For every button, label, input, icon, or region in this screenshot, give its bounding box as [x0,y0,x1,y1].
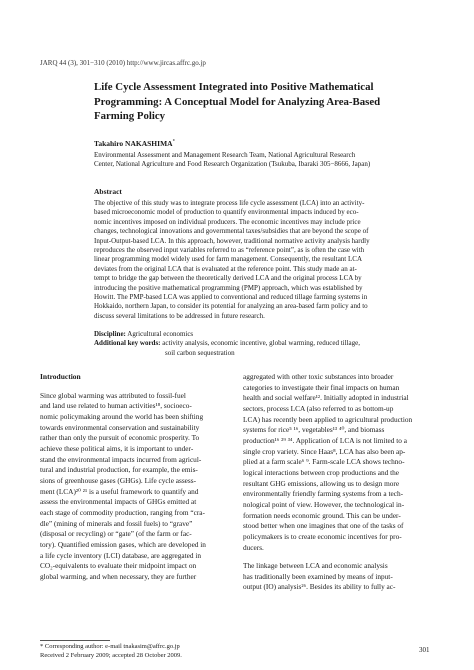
intro-paragraph-2: The linkage between LCA and economic analysis has traditionally been examined by means of input- output (IO) analysis²⁶. Besides its ability to fully ac- [243,561,396,592]
additional-keywords-value: activity analysis, economic incentive, global warming, reduced tillage, [162,339,360,347]
body-left-column [40,372,225,582]
author-affiliation: Environmental Assessment and Management Research Team, National Agricultural Research Center, National Agriculture and Food Research Organization (Tsukuba, Ibaraki 305−8666, Japan) [94,151,371,169]
author-name-text: Takahiro NAKASHIMA [94,139,173,148]
additional-keywords-line [94,339,360,348]
intro-paragraph-1: Since global warming was attributed to fossil-fuel and land use related to human activities¹⁸, socioeco- nomic policymaking around the world has been shifting towards environmental conservation and sustainability rather than only the pursuit of economic prosperity. To achieve these political aims, it is important to under- stand the environmental impacts incurred from agricul- tural and industrial production, for example, the emis- sions of greenhouse gases (GHGs). Life cycle assess- ment (LCA)²⁰ ²¹ is a useful framework to quantify and assess the environmental impacts of GHGs emitted at each stage of commodity production, ranging from “cra- dle” (mining of minerals and fossil fuels) to “grave” (disposal or recycling) or “gate” (of the farm or fac- tory). Quantified emission gases, which are developed in a life cycle inventory (LCI) database, are aggregated in CO₂-equivalents to evaluate their midpoint impact on global warming, and when necessary, they are further [40,390,206,581]
additional-keywords-label: Additional key words: [94,339,161,347]
introduction-heading: Introduction [40,372,81,381]
abstract-heading: Abstract [94,187,122,196]
corresponding-author-mark: * [172,139,176,145]
discipline-label: Discipline: [94,330,126,338]
additional-keywords-continuation: soil carbon sequestration [165,349,235,357]
page-number: 301 [419,646,430,654]
discipline-line [94,330,193,339]
abstract-text: The objective of this study was to integrate process life cycle assessment (LCA) into an activity- based microeconomic model of production to quantify environmental impacts induced by eco- nomic incentives imposed on individual producers. The economic incentives may include price changes, technological innovations and governmental taxes/subsidies that are beyond the scope of Input-Output-based LCA. In this approach, however, traditional normative activity analysis hardly reproduces the observed input variables referred to as “reference point”, as is often the case with linear programming model widely used for farm management. Consequently, the resultant LCA deviates from the original LCA that is evaluated at the reference point. This study made an at- tempt to bridge the gap between the theoretically derived LCA and the original process LCA by introducing the positive mathematical programming (PMP) approach, which was established by Howitt. The PMP-based LCA was applied to conventional and reduced tillage farming systems in Hokkaido, northern Japan, to consider its potential for analyzing an area-based farm policy and to discuss several limitations to be addressed in future research. [94,199,370,320]
footnote-divider [40,640,110,641]
body-right-column [243,372,428,593]
intro-paragraph-1-cont: aggregated with other toxic substances into broader categories to investigate their final impacts on human health and social welfare¹². Initially adopted in industrial sectors, process LCA (also referred to as bottom-up LCA) has recently been applied to agricultural production systems for rice⁵ ¹⁶, vegetables¹³ ⁴⁰, and biomass production¹⁶ ²⁹ ³⁴. Application of LCA is not limited to a single crop variety. Since Haas⁸, LCA has also been ap- plied at a farm scale⁶ ⁹. Farm-scale LCA shows techno- logical interactions between crop productions and the resultant GHG emissions, allowing us to design more environmentally friendly farming systems from a tech- nological point of view. However, the technological in- formation needs economic ground. This can be under- stood better when one imagines that one of the tasks of policymakers is to create economic incentives for pro- ducers. [243,372,413,552]
author-name [94,139,175,148]
paper-title: Life Cycle Assessment Integrated into Positive Mathematical Programming: A Conceptual Model for Analyzing Area-Based Farming Policy [94,81,381,123]
footnote: * Corresponding author: e-mail tnakasim@affrc.go.jp Received 2 February 2009; accepted 28 October 2009. [40,643,182,659]
journal-header: JARQ 44 (3), 301−310 (2010) http://www.jircas.affrc.go.jp [40,59,206,67]
discipline-value: Agricultural economics [127,330,194,338]
